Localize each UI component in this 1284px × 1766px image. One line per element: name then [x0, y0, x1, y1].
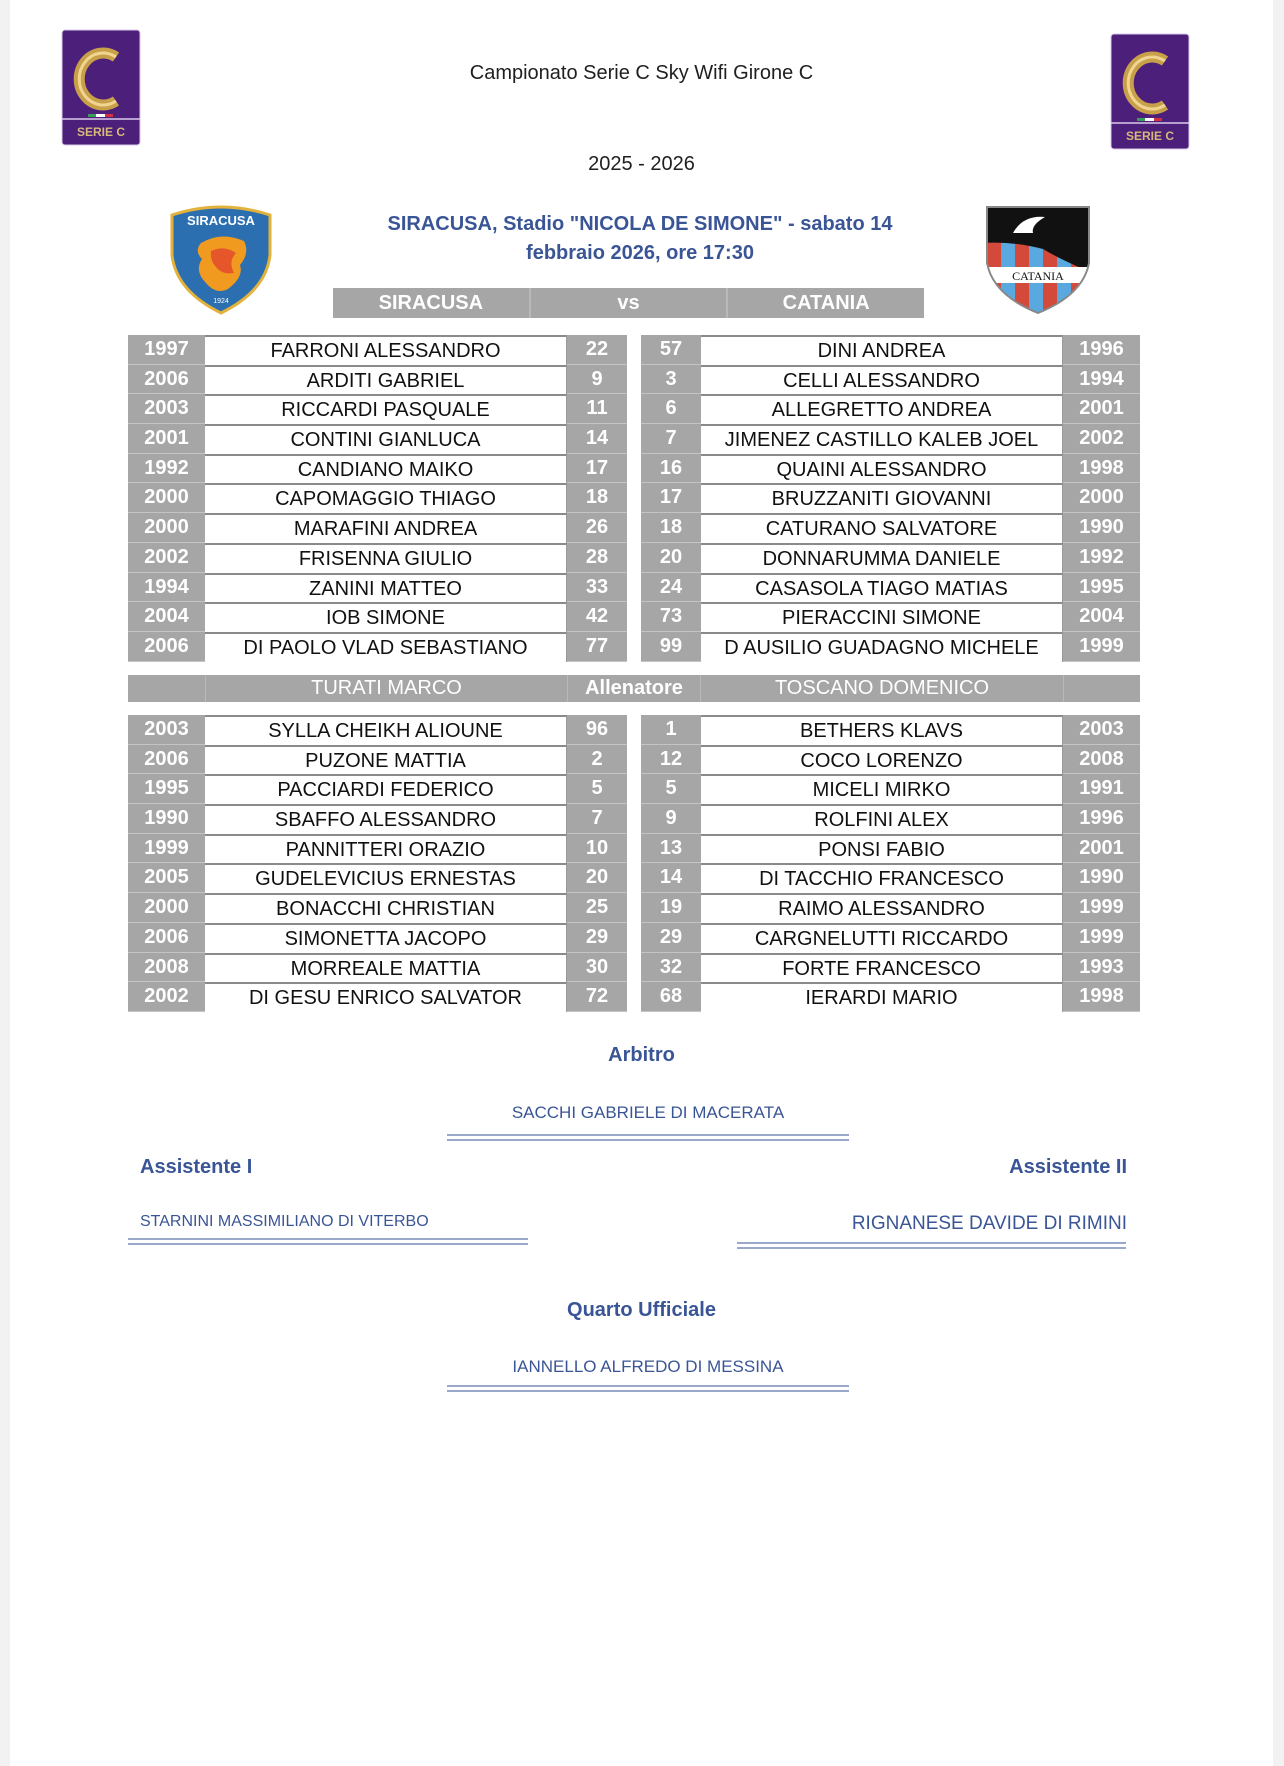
away-shirt-number: 16 [641, 454, 701, 484]
away-birth-year: 2001 [1063, 394, 1140, 424]
home-birth-year: 2001 [128, 424, 205, 454]
away-shirt-number: 17 [641, 483, 701, 513]
away-birth-year: 1998 [1063, 454, 1140, 484]
home-shirt-number: 96 [567, 715, 627, 745]
referee-underline [447, 1134, 849, 1141]
venue-line-2: febbraio 2026, ore 17:30 [526, 242, 754, 264]
lineup-row [128, 543, 1140, 573]
home-player-name: PACCIARDI FEDERICO [205, 774, 567, 804]
column-gap [627, 513, 641, 543]
catania-crest [983, 203, 1093, 315]
away-birth-year: 2004 [1063, 602, 1140, 632]
column-gap [627, 923, 641, 953]
home-shirt-number: 17 [567, 454, 627, 484]
home-birth-year: 1992 [128, 454, 205, 484]
lineup-row [128, 394, 1140, 424]
away-player-name: CELLI ALESSANDRO [701, 365, 1063, 395]
away-player-name: RAIMO ALESSANDRO [701, 893, 1063, 923]
home-shirt-number: 77 [567, 632, 627, 662]
away-player-name: DINI ANDREA [701, 335, 1063, 365]
home-birth-year: 2003 [128, 394, 205, 424]
home-birth-year: 2004 [128, 602, 205, 632]
home-birth-year: 2005 [128, 863, 205, 893]
away-team-name: CATANIA [782, 292, 870, 314]
home-birth-year: 1990 [128, 804, 205, 834]
league-logo-text: SERIE C [76, 125, 126, 139]
away-coach: TOSCANO DOMENICO [774, 677, 990, 699]
away-birth-year: 1996 [1063, 804, 1140, 834]
home-shirt-number: 7 [567, 804, 627, 834]
column-gap [627, 483, 641, 513]
lineup-row [128, 923, 1140, 953]
away-shirt-number: 5 [641, 774, 701, 804]
home-shirt-number: 5 [567, 774, 627, 804]
fourth-official-label: Quarto Ufficiale [567, 1299, 716, 1321]
home-player-name: PUZONE MATTIA [205, 745, 567, 775]
away-player-name: COCO LORENZO [701, 745, 1063, 775]
venue-line-1: SIRACUSA, Stadio "NICOLA DE SIMONE" - sabato 14 [387, 213, 893, 235]
home-shirt-number: 28 [567, 543, 627, 573]
away-player-name: QUAINI ALESSANDRO [701, 454, 1063, 484]
away-shirt-number: 13 [641, 834, 701, 864]
season-label: 2025 - 2026 [588, 153, 695, 175]
away-birth-year: 1992 [1063, 543, 1140, 573]
away-birth-year: 2008 [1063, 745, 1140, 775]
lineup-row [128, 745, 1140, 775]
home-shirt-number: 33 [567, 573, 627, 603]
home-birth-year: 2006 [128, 745, 205, 775]
away-birth-year: 1999 [1063, 893, 1140, 923]
assistant2-label: Assistente II [1009, 1156, 1127, 1178]
lineup-row [128, 573, 1140, 603]
vs-label: vs [531, 288, 729, 318]
away-player-name: CASASOLA TIAGO MATIAS [701, 573, 1063, 603]
home-shirt-number: 2 [567, 745, 627, 775]
column-gap [627, 715, 641, 745]
away-birth-year: 1990 [1063, 863, 1140, 893]
away-shirt-number: 29 [641, 923, 701, 953]
lineup-row [128, 365, 1140, 395]
column-gap [627, 573, 641, 603]
home-shirt-number: 25 [567, 893, 627, 923]
home-birth-year: 2003 [128, 715, 205, 745]
referee-name: SACCHI GABRIELE DI MACERATA [511, 1103, 785, 1122]
home-shirt-number: 72 [567, 982, 627, 1012]
coach-label: Allenatore [567, 675, 701, 702]
assistant2-underline [737, 1242, 1126, 1249]
column-gap [627, 632, 641, 662]
away-shirt-number: 32 [641, 953, 701, 983]
column-gap [627, 834, 641, 864]
away-shirt-number: 9 [641, 804, 701, 834]
away-shirt-number: 18 [641, 513, 701, 543]
home-player-name: ARDITI GABRIEL [205, 365, 567, 395]
home-shirt-number: 29 [567, 923, 627, 953]
lineup-row [128, 424, 1140, 454]
away-birth-year: 1994 [1063, 365, 1140, 395]
column-gap [627, 745, 641, 775]
home-player-name: SBAFFO ALESSANDRO [205, 804, 567, 834]
away-player-name: DONNARUMMA DANIELE [701, 543, 1063, 573]
document-page [10, 0, 1273, 1766]
home-shirt-number: 14 [567, 424, 627, 454]
home-player-name: PANNITTERI ORAZIO [205, 834, 567, 864]
league-logo-text: SERIE C [1125, 129, 1175, 143]
home-shirt-number: 26 [567, 513, 627, 543]
away-shirt-number: 99 [641, 632, 701, 662]
home-shirt-number: 30 [567, 953, 627, 983]
home-player-name: MARAFINI ANDREA [205, 513, 567, 543]
away-birth-year: 1996 [1063, 335, 1140, 365]
away-player-name: ALLEGRETTO ANDREA [701, 394, 1063, 424]
away-shirt-number: 19 [641, 893, 701, 923]
crest-text: SIRACUSA [187, 213, 255, 228]
crest-year: 1924 [213, 298, 229, 305]
competition-title: Campionato Serie C Sky Wifi Girone C [469, 62, 814, 84]
home-birth-year: 1994 [128, 573, 205, 603]
assistant1-name: STARNINI MASSIMILIANO DI VITERBO [140, 1213, 429, 1230]
coaches-row [128, 675, 1140, 702]
coach-spacer [128, 675, 205, 702]
siracusa-crest [166, 203, 276, 315]
home-birth-year: 2000 [128, 513, 205, 543]
column-gap [627, 335, 641, 365]
away-shirt-number: 68 [641, 982, 701, 1012]
home-shirt-number: 22 [567, 335, 627, 365]
away-player-name: JIMENEZ CASTILLO KALEB JOEL [701, 424, 1063, 454]
lineup-row [128, 774, 1140, 804]
home-birth-year: 1999 [128, 834, 205, 864]
away-shirt-number: 6 [641, 394, 701, 424]
lineup-row [128, 483, 1140, 513]
assistant1-label: Assistente I [140, 1156, 253, 1178]
home-birth-year: 2006 [128, 632, 205, 662]
lineup-row [128, 893, 1140, 923]
starters-table [128, 335, 1140, 662]
away-player-name: BETHERS KLAVS [701, 715, 1063, 745]
lineup-row [128, 632, 1140, 662]
away-birth-year: 1995 [1063, 573, 1140, 603]
away-birth-year: 2003 [1063, 715, 1140, 745]
fourth-official-underline [447, 1385, 849, 1392]
home-player-name: IOB SIMONE [205, 602, 567, 632]
column-gap [627, 454, 641, 484]
home-player-name: MORREALE MATTIA [205, 953, 567, 983]
column-gap [627, 982, 641, 1012]
away-birth-year: 1990 [1063, 513, 1140, 543]
teams-header [333, 288, 924, 318]
home-player-name: FRISENNA GIULIO [205, 543, 567, 573]
crest-text: CATANIA [1012, 269, 1064, 283]
away-shirt-number: 1 [641, 715, 701, 745]
assistant1-underline [128, 1238, 528, 1245]
lineup-row [128, 804, 1140, 834]
home-birth-year: 1995 [128, 774, 205, 804]
fourth-official-name: IANNELLO ALFREDO DI MESSINA [512, 1357, 784, 1376]
lineup-row [128, 834, 1140, 864]
away-player-name: PONSI FABIO [701, 834, 1063, 864]
away-player-name: CARGNELUTTI RICCARDO [701, 923, 1063, 953]
away-birth-year: 2000 [1063, 483, 1140, 513]
column-gap [627, 804, 641, 834]
away-player-name: MICELI MIRKO [701, 774, 1063, 804]
home-birth-year: 2000 [128, 893, 205, 923]
home-birth-year: 2002 [128, 982, 205, 1012]
lineup-row [128, 715, 1140, 745]
home-shirt-number: 10 [567, 834, 627, 864]
away-player-name: DI TACCHIO FRANCESCO [701, 863, 1063, 893]
lineup-row [128, 335, 1140, 365]
home-player-name: FARRONI ALESSANDRO [205, 335, 567, 365]
lineup-row [128, 982, 1140, 1012]
lineup-row [128, 513, 1140, 543]
home-player-name: CANDIANO MAIKO [205, 454, 567, 484]
away-birth-year: 1991 [1063, 774, 1140, 804]
away-player-name: PIERACCINI SIMONE [701, 602, 1063, 632]
home-team-name: SIRACUSA [333, 288, 531, 318]
column-gap [627, 893, 641, 923]
away-shirt-number: 3 [641, 365, 701, 395]
away-birth-year: 1999 [1063, 923, 1140, 953]
home-birth-year: 1997 [128, 335, 205, 365]
home-player-name: CAPOMAGGIO THIAGO [205, 483, 567, 513]
column-gap [627, 394, 641, 424]
column-gap [627, 774, 641, 804]
away-player-name: BRUZZANITI GIOVANNI [701, 483, 1063, 513]
home-shirt-number: 11 [567, 394, 627, 424]
away-shirt-number: 7 [641, 424, 701, 454]
away-shirt-number: 12 [641, 745, 701, 775]
lineup-row [128, 953, 1140, 983]
away-shirt-number: 57 [641, 335, 701, 365]
away-player-name: D AUSILIO GUADAGNO MICHELE [701, 632, 1063, 662]
coach-spacer [1063, 675, 1140, 702]
lineup-row [128, 863, 1140, 893]
assistant2-name: RIGNANESE DAVIDE DI RIMINI [851, 1213, 1127, 1234]
home-birth-year: 2006 [128, 365, 205, 395]
away-player-name: CATURANO SALVATORE [701, 513, 1063, 543]
away-shirt-number: 24 [641, 573, 701, 603]
home-coach: TURATI MARCO [205, 675, 567, 702]
lineup-row [128, 454, 1140, 484]
home-shirt-number: 42 [567, 602, 627, 632]
home-player-name: BONACCHI CHRISTIAN [205, 893, 567, 923]
serie-c-logo-left [61, 29, 141, 146]
column-gap [627, 953, 641, 983]
home-birth-year: 2006 [128, 923, 205, 953]
home-player-name: SYLLA CHEIKH ALIOUNE [205, 715, 567, 745]
home-player-name: SIMONETTA JACOPO [205, 923, 567, 953]
bench-table [128, 715, 1140, 1012]
home-birth-year: 2008 [128, 953, 205, 983]
home-shirt-number: 20 [567, 863, 627, 893]
away-birth-year: 1998 [1063, 982, 1140, 1012]
column-gap [627, 602, 641, 632]
home-player-name: DI PAOLO VLAD SEBASTIANO [205, 632, 567, 662]
away-birth-year: 2001 [1063, 834, 1140, 864]
home-player-name: CONTINI GIANLUCA [205, 424, 567, 454]
column-gap [627, 365, 641, 395]
home-player-name: ZANINI MATTEO [205, 573, 567, 603]
column-gap [627, 424, 641, 454]
column-gap [627, 543, 641, 573]
home-player-name: GUDELEVICIUS ERNESTAS [205, 863, 567, 893]
away-player-name: ROLFINI ALEX [701, 804, 1063, 834]
serie-c-logo-right [1110, 33, 1190, 150]
away-shirt-number: 14 [641, 863, 701, 893]
away-shirt-number: 20 [641, 543, 701, 573]
home-birth-year: 2002 [128, 543, 205, 573]
home-birth-year: 2000 [128, 483, 205, 513]
referee-label: Arbitro [608, 1044, 675, 1066]
away-player-name: IERARDI MARIO [701, 982, 1063, 1012]
home-shirt-number: 9 [567, 365, 627, 395]
home-player-name: RICCARDI PASQUALE [205, 394, 567, 424]
away-birth-year: 1999 [1063, 632, 1140, 662]
away-birth-year: 2002 [1063, 424, 1140, 454]
away-birth-year: 1993 [1063, 953, 1140, 983]
away-shirt-number: 73 [641, 602, 701, 632]
away-player-name: FORTE FRANCESCO [701, 953, 1063, 983]
home-shirt-number: 18 [567, 483, 627, 513]
home-player-name: DI GESU ENRICO SALVATOR [205, 982, 567, 1012]
lineup-row [128, 602, 1140, 632]
column-gap [627, 863, 641, 893]
